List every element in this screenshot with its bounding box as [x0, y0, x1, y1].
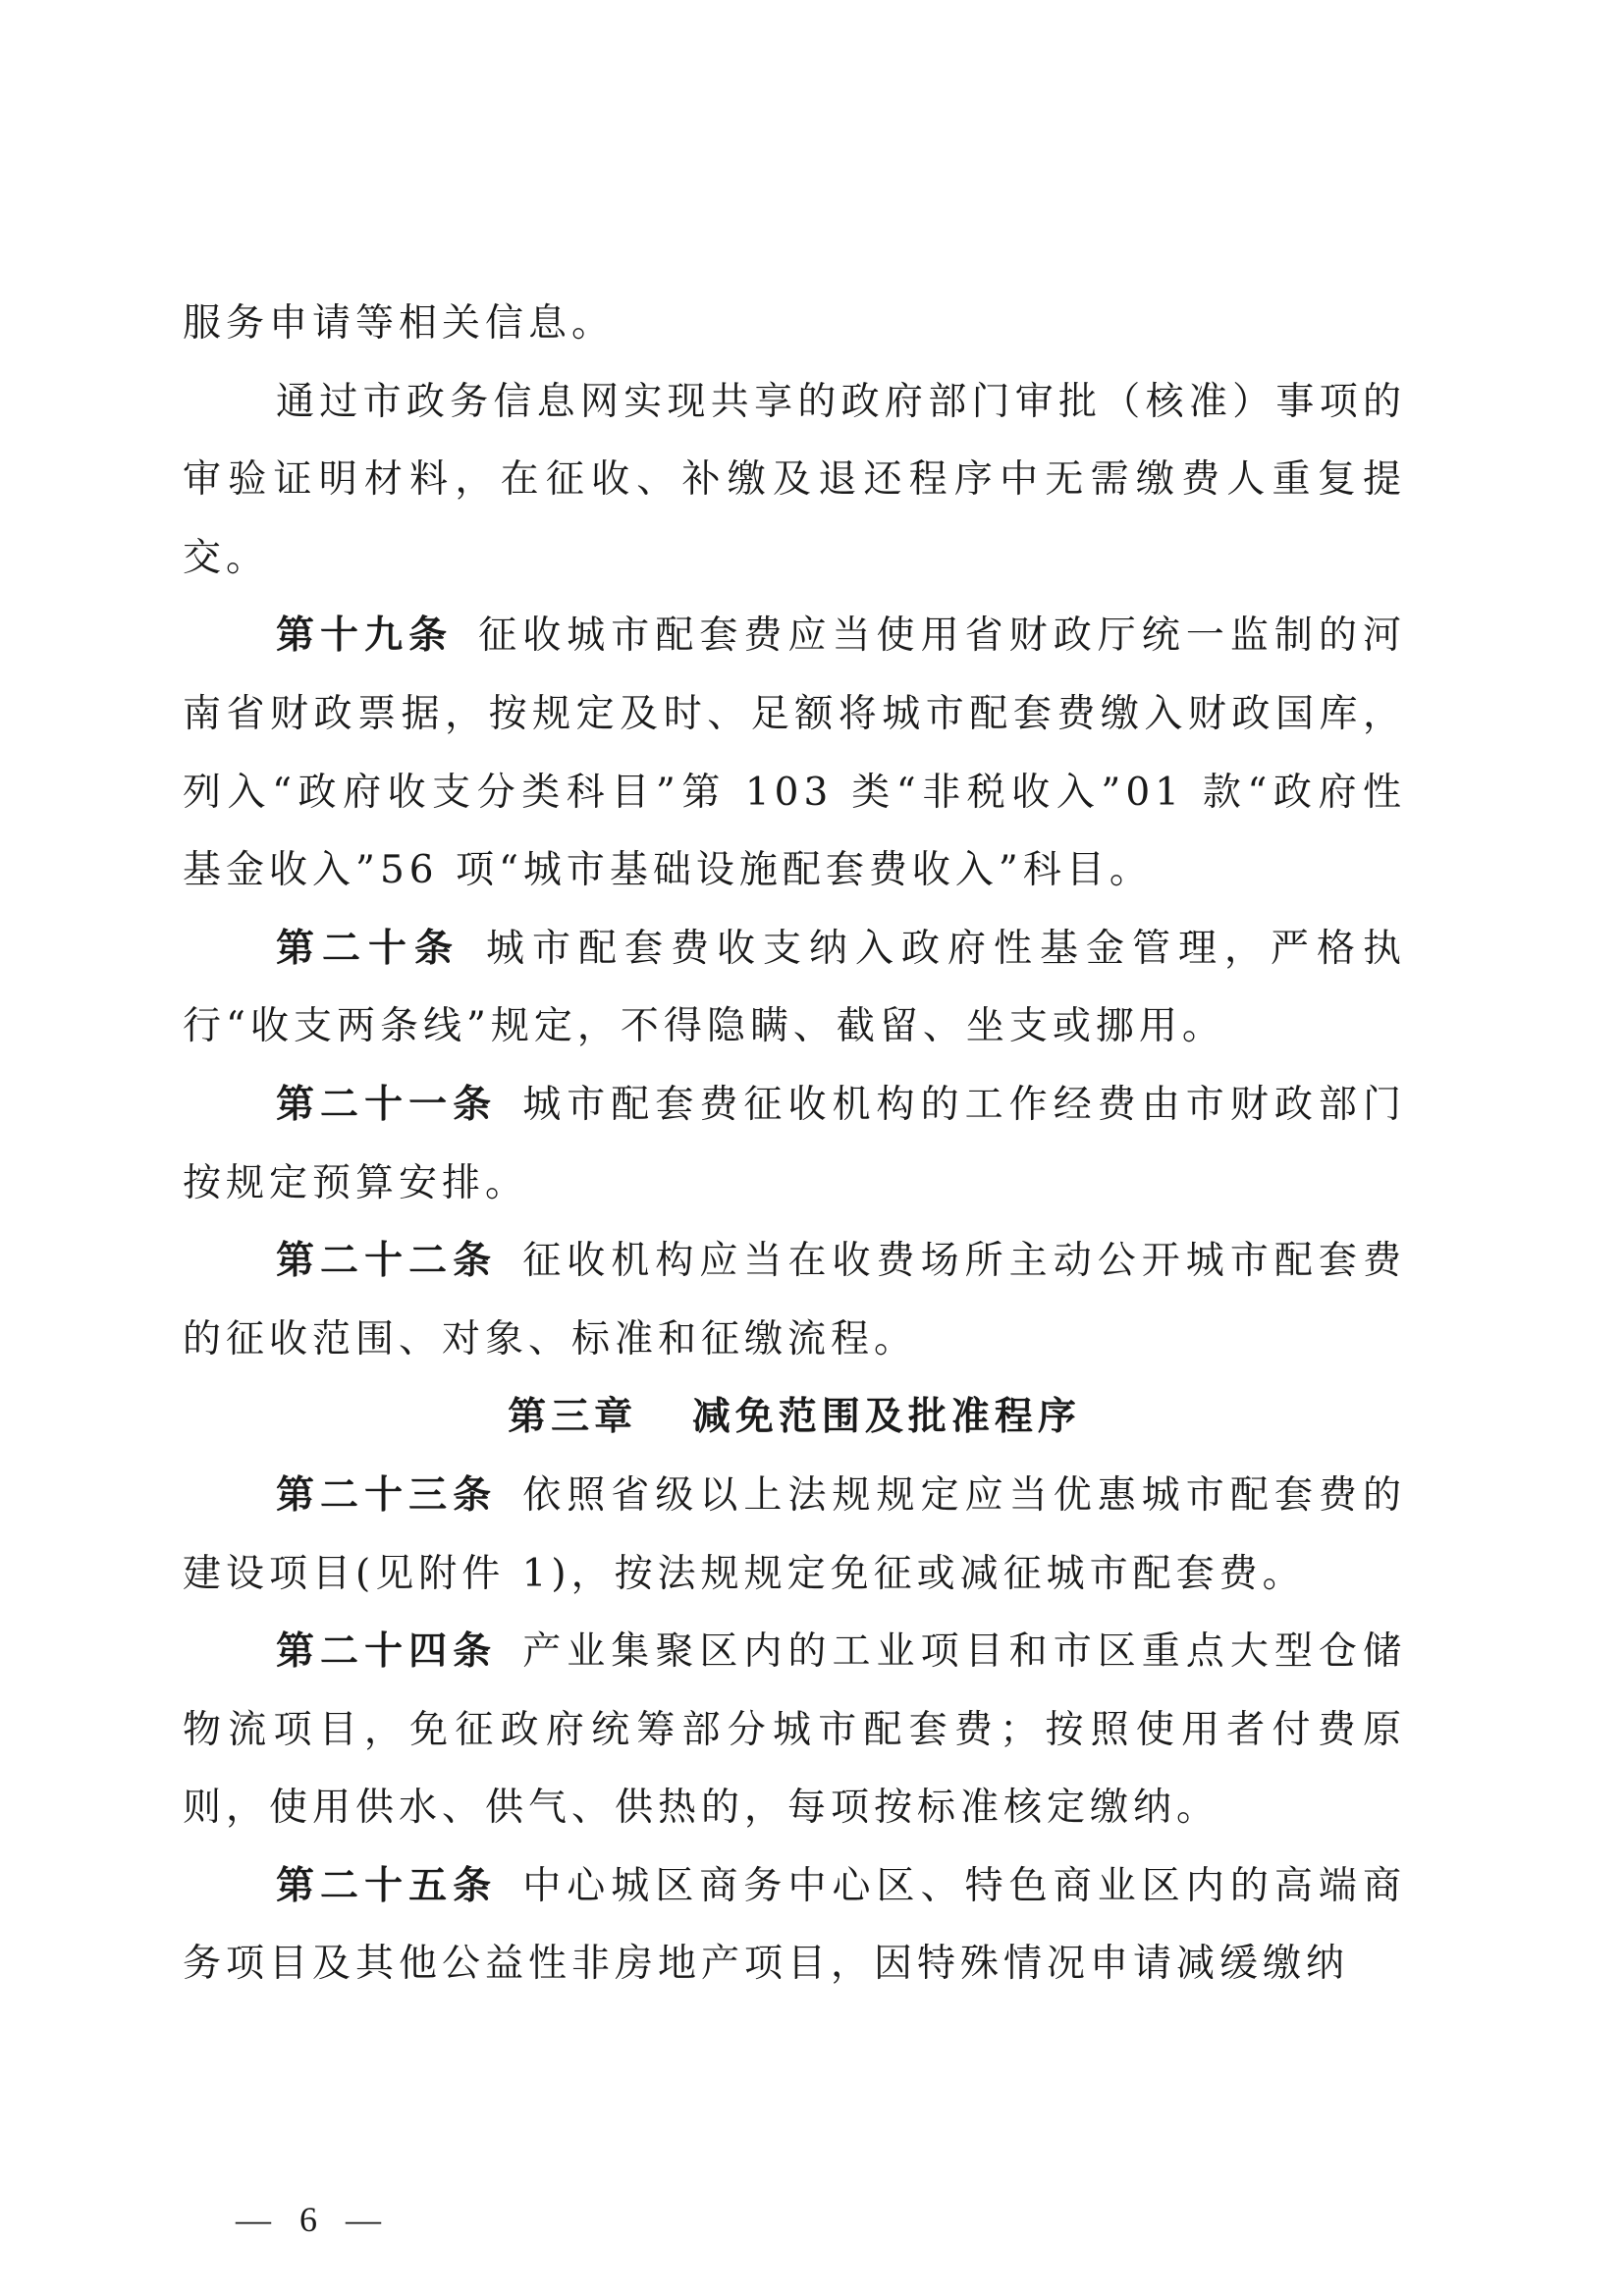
article-text: 城市配套费征收机构的工作经费由市财政部门按规定预算安排。 [183, 1082, 1406, 1205]
paragraph-text: 通过市政务信息网实现共享的政府部门审批（核准）事项的审验证明材料，在征收、补缴及退还程序中无需缴费人重复提交。 [183, 379, 1406, 580]
article-text: 征收机构应当在收费场所主动公开城市配套费的征收范围、对象、标准和征缴流程。 [183, 1239, 1406, 1362]
article-23 [183, 1457, 1406, 1613]
article-heading: 第二十三条 [276, 1472, 498, 1518]
paragraph-text: 服务申请等相关信息。 [183, 301, 616, 346]
article-22 [183, 1222, 1406, 1378]
document-body [183, 285, 1406, 2003]
paragraph [183, 285, 1406, 363]
article-heading: 第十九条 [276, 614, 454, 659]
page-number: — 6 — [236, 2200, 391, 2239]
article-text: 依照省级以上法规规定应当优惠城市配套费的建设项目(见附件 1)，按法规规定免征或减征城市配套费。 [183, 1472, 1406, 1596]
article-text: 城市配套费收支纳入政府性基金管理，严格执行“收支两条线”规定，不得隐瞒、截留、坐支或挪用。 [183, 926, 1406, 1049]
article-heading: 第二十五条 [276, 1863, 498, 1908]
article-19 [183, 597, 1406, 909]
article-21 [183, 1066, 1406, 1222]
article-text: 产业集聚区内的工业项目和市区重点大型仓储物流项目，免征政府统筹部分城市配套费；按照使用者付费原则，使用供水、供气、供热的，每项按标准核定缴纳。 [183, 1629, 1406, 1831]
article-20 [183, 910, 1406, 1066]
article-25 [183, 1847, 1406, 2003]
article-heading: 第二十一条 [276, 1082, 498, 1127]
article-24 [183, 1613, 1406, 1847]
article-text: 中心城区商务中心区、特色商业区内的高端商务项目及其他公益性非房地产项目，因特殊情况申请减缓缴纳 [183, 1863, 1406, 1987]
article-heading: 第二十二条 [276, 1239, 498, 1284]
article-heading: 第二十四条 [276, 1629, 498, 1675]
chapter-title: 第三章 减免范围及批准程序 [508, 1395, 1081, 1440]
article-heading: 第二十条 [276, 926, 460, 971]
article-text: 征收城市配套费应当使用省财政厅统一监制的河南省财政票据，按规定及时、足额将城市配套费缴入财政国库，列入“政府收支分类科目”第 103 类“非税收入”01 款“政府性基金收入”56 项“城市基础设施配套费收入”科目。 [183, 614, 1406, 893]
paragraph [183, 363, 1406, 598]
